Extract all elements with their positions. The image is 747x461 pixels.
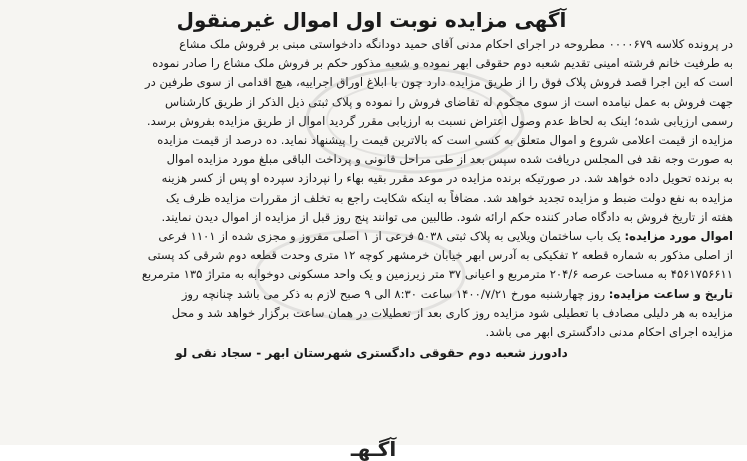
datetime-line-3: مزایده اجرای احکام مدنی دادگستری ابهر می باشد. bbox=[485, 325, 733, 340]
datetime-line-1 bbox=[10, 285, 733, 304]
body-line-4: جهت فروش به عمل نیامده است از سوی محکوم له تقاضای فروش را نموده و پلاک ثبتی ذیل الذکر از طریق کارشناس bbox=[165, 94, 733, 109]
property-line-3: ۴۵۶۱۷۵۶۶۱۱ به مساحت عرصه ۲۰۴/۶ مترمربع و اعیانی ۳۷ متر زیرزمین و یک واحد مسکونی دوخوابه به متراژ ۱۳۵ مترمربع bbox=[141, 267, 733, 282]
body-line-5: رسمی ارزیابی شده؛ اینک به لحاظ عدم وصول اعتراض نسبت به ارزیابی مقرر گردید اموال از طریق مزایده بفروش برسد. bbox=[146, 113, 733, 128]
next-notice-title-fragment: آگـهـ bbox=[350, 437, 397, 461]
body-line-2: به طرفیت خانم فرشته امینی تقدیم شعبه دوم حقوقی ابهر نموده و شعبه مذکور حکم بر فروش ملک مشاع را صادر نموده bbox=[152, 56, 733, 71]
body-line-9: مزایده به نفع دولت ضبط و مزایده تجدید خواهد شد. مضافاً به اینکه شکایت راجع به تخلف از مقررات مزایده ظرف یک bbox=[165, 190, 733, 205]
datetime-line-2: مزایده به هر دلیلی مصادف با تعطیلی شود مزایده روز کاری بعد از تعطیلات در همان ساعت برگزار خواهد شد و محل bbox=[171, 305, 733, 320]
property-line-1 bbox=[10, 227, 733, 246]
next-notice-edge bbox=[0, 433, 747, 461]
notice-title: آگهی مزایده نوبت اول اموال غیرمنقول bbox=[176, 8, 567, 32]
body-line-1: در پرونده کلاسه ۰۰۰۰۶۷۹ مطروحه در اجرای احکام مدنی آقای حمید دودانگه دادخواستی مبنی بر فروش ملک مشاع bbox=[179, 37, 733, 51]
property-section bbox=[10, 227, 733, 285]
property-label: اموال مورد مزایده: bbox=[624, 229, 733, 244]
datetime-label: تاریخ و ساعت مزایده: bbox=[608, 286, 733, 301]
notice-body bbox=[10, 35, 733, 227]
datetime-text-1: روز چهارشنبه مورخ ۱۴۰۰/۷/۲۱ ساعت ۸:۳۰ الی ۹ صبح لازم به ذکر می باشد چنانچه روز bbox=[181, 286, 606, 301]
property-text-1: یک باب ساختمان ویلایی به پلاک ثبتی ۵۰۳۸ فرعی از ۱ اصلی مفروز و مجزی شده از ۱۱۰۱ فرعی bbox=[158, 229, 621, 244]
property-line-2: از اصلی مذکور به شماره قطعه ۲ تفکیکی به آدرس ابهر خیابان خرمشهر کوچه ۱۲ متری وحدت قطعه دوم شرقی کد پستی bbox=[147, 248, 733, 263]
body-line-6: مزایده از قیمت اعلامی شروع و اموال متعلق به کسی است که بالاترین قیمت را پیشنهاد نماید. ده درصد از قیمت مزایده bbox=[157, 133, 733, 148]
body-line-8: به برنده تحویل داده خواهد شد. در صورتیکه برنده مزایده در موعد مقرر بقیه بهاء را نپردازد سپرده او پس از کسر هزینه bbox=[161, 171, 733, 186]
signature-line: دادورز شعبه دوم حقوقی دادگستری شهرستان ابهر - سجاد نقی لو bbox=[175, 346, 568, 361]
body-line-10: هفته از تاریخ فروش به دادگاه صادر کننده حکم ارائه شود. طالبین می توانند پنج روز قبل از مزایده از اموال دیدن نمایند. bbox=[161, 209, 733, 224]
datetime-section bbox=[10, 285, 733, 343]
body-line-3: است که این اجرا قصد فروش پلاک فوق را از طریق مزایده دارد چون با ابلاغ اوراق اجراییه، هیچ اقدامی از سوی طرفین در bbox=[145, 75, 733, 90]
body-line-7: به صورت وجه نقد فی المجلس دریافت شده سپس بعد از طی مراحل قانونی و پرداخت الباقی مبلغ مورد مزایده اموال bbox=[166, 152, 733, 167]
